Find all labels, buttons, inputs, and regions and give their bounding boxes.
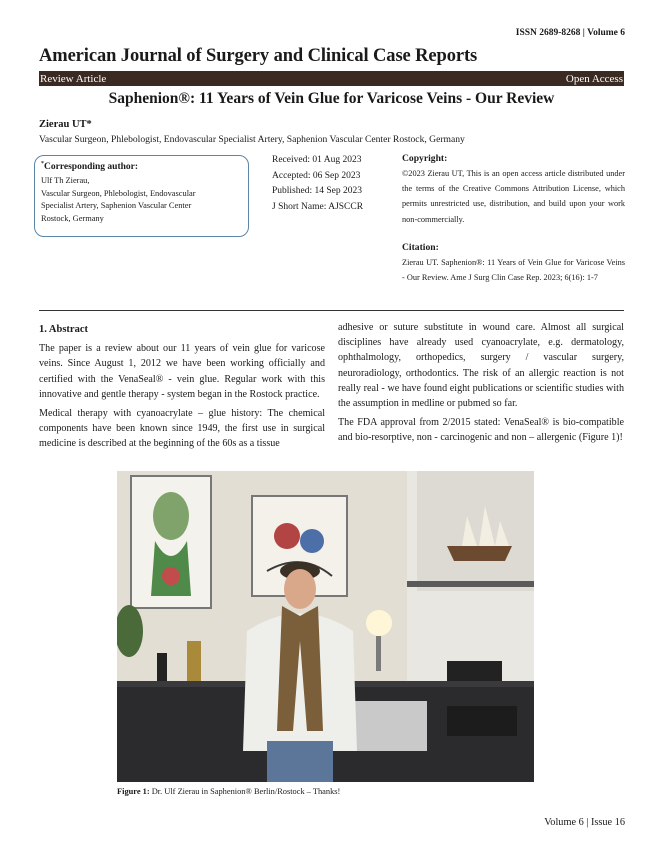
article-title: Saphenion®: 11 Years of Vein Glue for Varicose Veins - Our Review [108, 90, 555, 107]
journal-title: American Journal of Surgery and Clinical Case Reports [39, 46, 478, 66]
author-name: Zierau UT* [39, 119, 92, 130]
abstract-paragraph-3: adhesive or suture substitute in wound care. Almost all surgical disciplines have already used cyanoacrylate, e.g. dermatology, ophthalmology, orthopedics, surgery / vascular surgery, neuroradiology, orthodontics. The risk of an allergic reaction is not really real - we have found eight publications or scientific studies with the assumption in medline or pubmed so far. [338, 322, 624, 410]
abstract-paragraph-4: The FDA approval from 2/2015 stated: VenaSeal® is bio-compatible and bio-resorptive, non - carcinogenic and non – allergenic (Figure 1)! [338, 417, 624, 444]
abstract-paragraph-1: The paper is a review about our 11 years of vein glue for varicose veins. Since August 1, 2012 we have been working officially and certified with the VenaSeal® - vein glue. Regular work with this innovative and gentle therapy - system began in the Rostock practice. [39, 343, 325, 400]
article-type: Review Article [40, 72, 107, 85]
copyright-heading: Copyright: [402, 153, 448, 164]
published-date: Published: 14 Sep 2023 [272, 186, 362, 196]
abstract-paragraph-2: Medical therapy with cyanoacrylate – glue history: The chemical components have been known since 1949, the first use in surgical medicine is described at the beginning of the 60s as a tissue [39, 408, 325, 450]
copyright-text: ©2023 Zierau UT, This is an open access article distributed under the terms of the Creative Commons Attribution License, which permits unrestricted use, distribution, and build upon your work non-commercially. [402, 169, 625, 224]
accepted-date: Accepted: 06 Sep 2023 [272, 170, 361, 181]
page-footer-volume-issue: Volume 6 | Issue 16 [544, 817, 625, 828]
journal-short-name: J Short Name: AJSCCR [272, 201, 364, 212]
figure-caption: Figure 1: Dr. Ulf Zierau in Saphenion® Berlin/Rostock – Thanks! [117, 787, 341, 796]
article-type-banner [39, 71, 624, 86]
figure-photo [117, 471, 534, 782]
body-column-right [338, 320, 624, 450]
received-date: Received: 01 Aug 2023 [272, 155, 362, 165]
citation-block [402, 242, 625, 285]
article-dates [272, 153, 363, 215]
abstract-heading: 1. Abstract [39, 324, 88, 335]
copyright-block [402, 153, 625, 227]
author-affiliation: Vascular Surgeon, Phlebologist, Endovascular Specialist Artery, Saphenion Vascular Center Rostock, Germany [39, 134, 465, 145]
corresponding-author-details: Ulf Th Zierau, Vascular Surgeon, Phlebologist, Endovascular Specialist Artery, Saphenion Vascular Center Rostock, Germany [41, 176, 196, 223]
body-column-left [39, 322, 325, 456]
citation-text: Zierau UT. Saphenion®: 11 Years of Vein Glue for Varicose Veins - Our Review. Ame J Surg Clin Case Rep. 2023; 6(16): 1-7 [402, 258, 625, 283]
open-access-label: Open Access [565, 72, 623, 85]
citation-heading: Citation: [402, 242, 439, 253]
issn-volume: ISSN 2689-8268 | Volume 6 [515, 28, 625, 38]
corresponding-author-box [34, 155, 249, 237]
section-divider [39, 310, 624, 311]
corresponding-author-heading: *Corresponding author: [41, 161, 139, 173]
